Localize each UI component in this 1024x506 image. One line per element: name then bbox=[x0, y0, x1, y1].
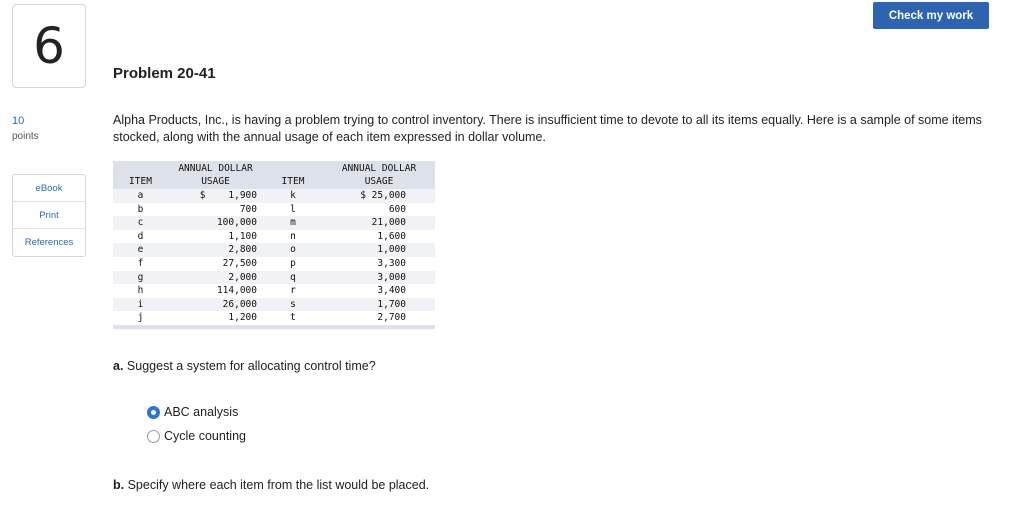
option-cycle-counting[interactable] bbox=[147, 429, 246, 443]
part-b-text: Specify where each item from the list would be placed. bbox=[127, 478, 430, 492]
points-value: 10 bbox=[12, 115, 25, 127]
table-row bbox=[113, 311, 435, 325]
item-cell: e bbox=[113, 243, 168, 257]
table-footer-bar bbox=[113, 325, 435, 329]
points-label: points bbox=[12, 131, 39, 142]
problem-title: Problem 20-41 bbox=[113, 65, 216, 82]
item-cell: c bbox=[113, 216, 168, 230]
usage-cell: 1,100 bbox=[168, 230, 263, 244]
question-number: 6 bbox=[33, 17, 65, 75]
column-header-annual-usage bbox=[168, 161, 263, 189]
usage-cell: 1,000 bbox=[323, 243, 435, 257]
option-abc-analysis[interactable] bbox=[147, 405, 238, 419]
usage-cell: $ 1,900 bbox=[168, 189, 263, 203]
usage-cell: 1,600 bbox=[323, 230, 435, 244]
item-cell: k bbox=[263, 189, 323, 203]
usage-cell: 21,000 bbox=[323, 216, 435, 230]
item-cell: m bbox=[263, 216, 323, 230]
print-link[interactable]: Print bbox=[13, 202, 85, 229]
inventory-usage-table bbox=[113, 161, 435, 329]
usage-cell: 2,700 bbox=[323, 311, 435, 325]
part-a-question bbox=[113, 359, 376, 373]
usage-cell: 114,000 bbox=[168, 284, 263, 298]
option-label: ABC analysis bbox=[164, 405, 239, 419]
column-header-item: ITEM bbox=[113, 161, 168, 189]
usage-cell: 27,500 bbox=[168, 257, 263, 271]
usage-cell: 3,400 bbox=[323, 284, 435, 298]
usage-cell: 1,700 bbox=[323, 298, 435, 312]
usage-cell: 3,300 bbox=[323, 257, 435, 271]
table-header-row bbox=[113, 161, 435, 189]
table-row bbox=[113, 284, 435, 298]
column-header-item: ITEM bbox=[263, 161, 323, 189]
column-header-annual-usage bbox=[323, 161, 435, 189]
item-cell: t bbox=[263, 311, 323, 325]
item-cell: i bbox=[113, 298, 168, 312]
table-row bbox=[113, 271, 435, 285]
item-cell: l bbox=[263, 203, 323, 217]
ebook-link[interactable]: eBook bbox=[13, 175, 85, 202]
header-line: USAGE bbox=[201, 176, 230, 187]
item-cell: f bbox=[113, 257, 168, 271]
table-row bbox=[113, 189, 435, 203]
part-b-label: b. bbox=[113, 478, 125, 492]
problem-statement: Alpha Products, Inc., is having a problem trying to control inventory. There is insufficient time to devote to all its items equally. Here is a sample of some items stocked, along with the annual usage of each item expressed in dollar volume. bbox=[113, 113, 982, 144]
resource-menu bbox=[12, 174, 86, 257]
usage-cell: 2,000 bbox=[168, 271, 263, 285]
item-cell: d bbox=[113, 230, 168, 244]
item-cell: g bbox=[113, 271, 168, 285]
header-line: USAGE bbox=[364, 176, 394, 187]
references-link[interactable]: References bbox=[24, 237, 74, 248]
item-cell: a bbox=[113, 189, 168, 203]
part-b-question bbox=[113, 478, 429, 492]
usage-cell: 2,800 bbox=[168, 243, 263, 257]
table-row bbox=[113, 203, 435, 217]
part-a-text: Suggest a system for allocating control time? bbox=[126, 359, 376, 373]
header-line: ANNUAL DOLLAR bbox=[178, 163, 253, 174]
usage-cell: $ 25,000 bbox=[323, 189, 435, 203]
table-row bbox=[113, 230, 435, 244]
item-cell: h bbox=[113, 284, 168, 298]
table-row bbox=[113, 216, 435, 230]
usage-cell: 1,200 bbox=[168, 311, 263, 325]
usage-cell: 700 bbox=[168, 203, 263, 217]
header-line: ANNUAL DOLLAR bbox=[341, 163, 417, 174]
item-cell: n bbox=[263, 230, 323, 244]
question-number-box bbox=[12, 4, 86, 88]
table-row bbox=[113, 298, 435, 312]
part-a-label: a. bbox=[113, 359, 124, 373]
table-row bbox=[113, 243, 435, 257]
radio-unselected-icon[interactable] bbox=[147, 430, 160, 443]
item-cell: o bbox=[263, 243, 323, 257]
usage-cell: 100,000 bbox=[168, 216, 263, 230]
check-my-work-button[interactable]: Check my work bbox=[873, 2, 989, 29]
option-label: Cycle counting bbox=[164, 429, 246, 443]
usage-cell: 600 bbox=[323, 203, 435, 217]
item-cell: q bbox=[263, 271, 323, 285]
table-row bbox=[113, 257, 435, 271]
item-cell: r bbox=[263, 284, 323, 298]
item-cell: b bbox=[113, 203, 168, 217]
usage-cell: 26,000 bbox=[168, 298, 263, 312]
radio-selected-icon[interactable] bbox=[147, 406, 160, 419]
usage-cell: 3,000 bbox=[323, 271, 435, 285]
item-cell: p bbox=[263, 257, 323, 271]
item-cell: j bbox=[113, 311, 168, 325]
item-cell: s bbox=[263, 298, 323, 312]
